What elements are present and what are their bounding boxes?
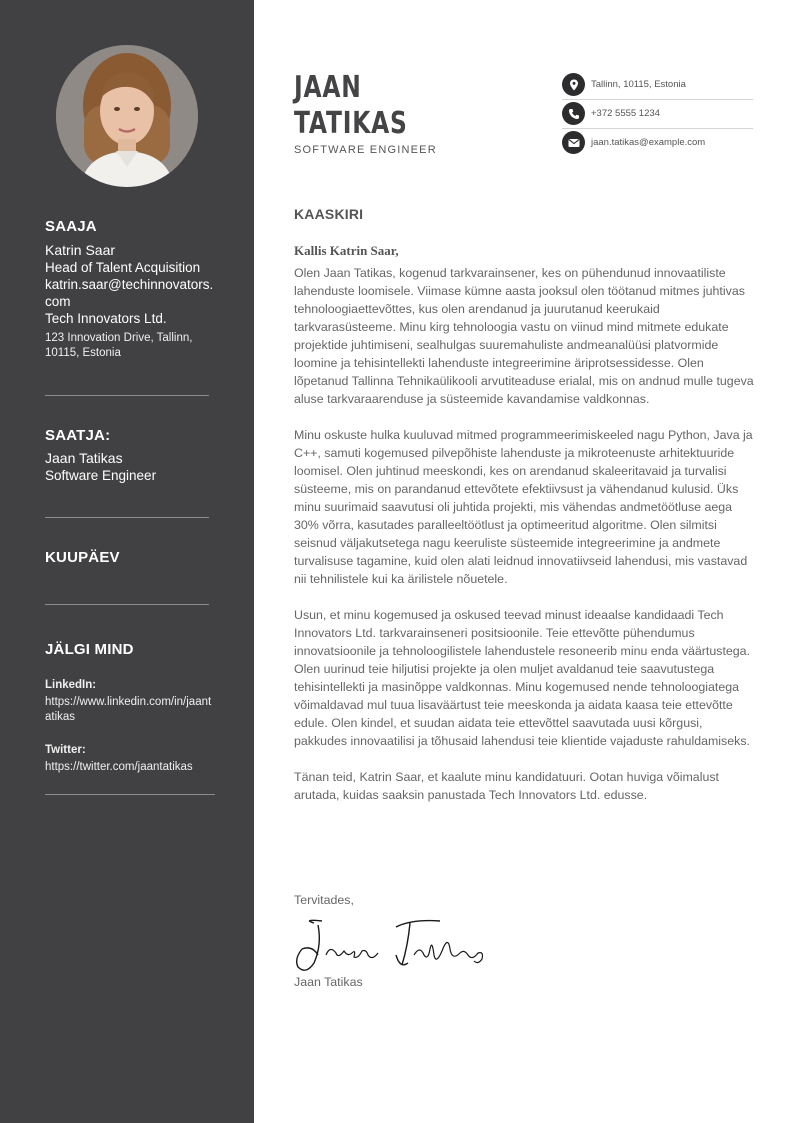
recipient-company: Tech Innovators Ltd. (45, 311, 167, 326)
follow-section (45, 641, 215, 775)
paragraph: Usun, et minu kogemused ja oskused teevad minust ideaalse kandidaadi Tech Innovators Ltd. tarkvarainseneri positsioonile. Teie ettevõtte pühendumus innovatsioonile ja tehnoloogilistele lahendustele resoneerib minu enda väärtustega. Olen uurinud teie hiljutisi projekte ja olen muljet avaldanud teie saavutustega tehisintellekti ja masinõppe valdkonnas. Minu kogemused nende tehnoloogiatega võimaldavad mul tuua lisaväärtust teie meeskonda ja aidata kaasa teie ettevõtte edule. Olen kindel, et suudan aidata teie ettevõttel saavutada uusi kõrgusi, pakkudes innovaatilisi ja tõhusaid lahendusi teie klientide vajaduste rahuldamiseks. (294, 608, 751, 748)
name-line-1: JAAN (294, 70, 362, 105)
linkedin-label: LinkedIn: (45, 679, 97, 691)
paragraph: Tänan teid, Katrin Saar, et kaalute minu kandidatuuri. Ootan huviga võimalust arutada, kuidas saaksin panustada Tech Innovators Ltd. edusse. (294, 770, 719, 802)
twitter-link[interactable]: https://twitter.com/jaantatikas (45, 761, 193, 773)
sidebar-divider (45, 517, 209, 518)
sidebar-divider (45, 794, 215, 795)
sender-section (45, 427, 215, 484)
date-section (45, 549, 215, 566)
linkedin-link[interactable]: https://www.linkedin.com/in/jaantatikas (45, 696, 212, 723)
paragraph: Minu oskuste hulka kuuluvad mitmed programmeerimiskeeled nagu Python, Java ja C++, samuti kogemused pilvepõhiste lahenduste ja mikroteenuste arhitektuuride loomisel. Olen juhtinud meeskondi, kes on arendanud skaleeritavaid ja turvalisi süsteeme, mis on parandanud ettevõtete efektiivsust ja vähendanud kulusid. Üks minu suurimaid saavutusi oli juhtida projekti, mis vähendas andmetöötluse aega 30% võrra, kasutades paralleeltöötlust ja optimeeritud algoritme. Olen silmitsi seisnud väljakutsetega nagu keeruliste süsteemide integreerimine ja andmete turvalisuse tagamine, kuid olen alati leidnud innovatiivseid lahendusi, mis vastavad nii tehnilistele kui ka ärilistele nõuetele. (294, 428, 753, 586)
location-pin-icon (562, 73, 585, 96)
sender-role: Software Engineer (45, 468, 157, 483)
contact-phone (562, 99, 753, 129)
recipient-heading: SAAJA (45, 218, 97, 235)
twitter-label: Twitter: (45, 744, 86, 756)
closing: Tervitades, (294, 893, 354, 907)
sidebar (0, 0, 254, 1123)
recipient-section (45, 218, 215, 361)
contact-address (562, 70, 753, 100)
address-text: Tallinn, 10115, Estonia (591, 79, 686, 90)
recipient-role: Head of Talent Acquisition (45, 260, 201, 275)
signed-name: Jaan Tatikas (294, 975, 363, 989)
recipient-email[interactable]: katrin.saar@techinnovators.com (45, 277, 214, 309)
name-line-2: TATIKAS (294, 106, 408, 141)
avatar (56, 45, 198, 187)
follow-heading: JÄLGI MIND (45, 641, 134, 658)
date-heading: KUUPÄEV (45, 549, 120, 566)
phone-icon (562, 102, 585, 125)
sender-heading: SAATJA: (45, 427, 111, 444)
email-text[interactable]: jaan.tatikas@example.com (591, 137, 706, 148)
paragraph: Olen Jaan Tatikas, kogenud tarkvarainsener, kes on pühendunud innovaatiliste lahenduste loomisele. Viimase kümne aasta jooksul olen töötanud mitmes juhtivas tehnoloogiaettevõttes, kus olen arendanud ja juurutanud keerukaid tarkvarasüsteeme. Minu kirg tehnoloogia vastu on viinud mind mitmete edukate projektide juhtimiseni, sealhulgas suuremahuliste andmeanalüüsi platvormide loomine ja tehisintellekti lahenduste integreerimine äriprotsessidesse. Olen lõpetanud Tallinna Tehnikaülikooli arvutiteaduse erialal, mis on andnud mulle tugeva aluse tarkvaraarenduse ja süsteemide kavandamise valdkonnas. (294, 266, 754, 406)
recipient-address: 123 Innovation Drive, Tallinn, 10115, Estonia (45, 332, 193, 359)
sidebar-divider (45, 604, 209, 605)
envelope-icon (562, 131, 585, 154)
sender-full-name (294, 70, 408, 142)
sidebar-divider (45, 395, 209, 396)
sender-title: SOFTWARE ENGINEER (294, 144, 437, 156)
greeting: Kallis Katrin Saar, (294, 243, 399, 258)
contact-email (562, 128, 753, 157)
signature (292, 915, 492, 980)
section-title: KAASKIRI (294, 206, 364, 222)
profile-photo (56, 45, 198, 187)
sender-name: Jaan Tatikas (45, 450, 123, 466)
phone-text: +372 5555 1234 (591, 108, 660, 119)
letter-body (294, 264, 756, 822)
recipient-name: Katrin Saar (45, 242, 116, 258)
